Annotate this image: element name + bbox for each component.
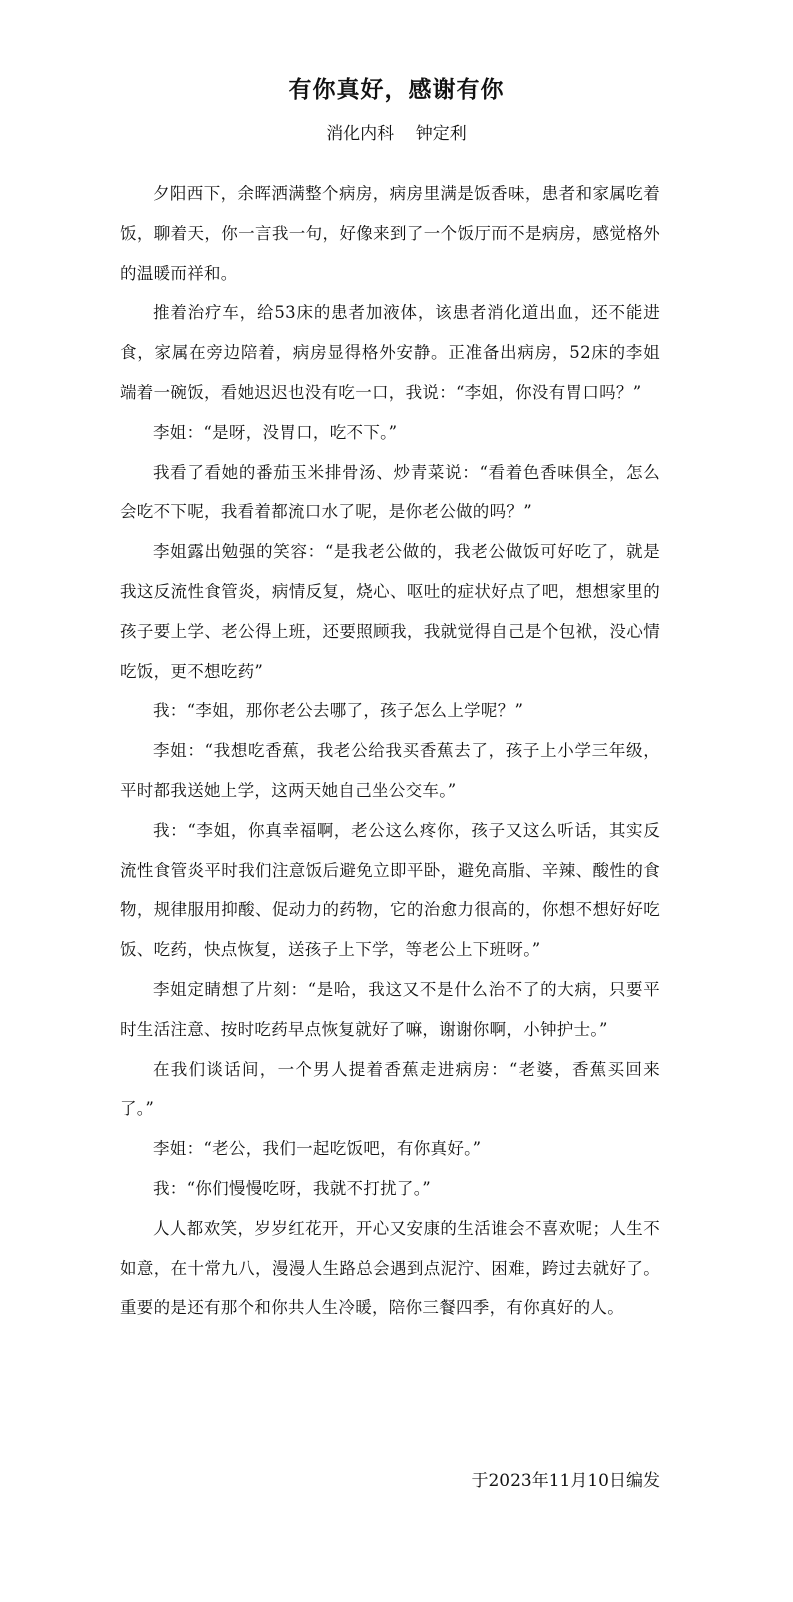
author-line: 消化内科 钟定利 — [326, 124, 467, 144]
paragraph: 推着治疗车，给53床的患者加液体，该患者消化道出血，还不能进食，家属在旁边陪着，病房显得格外安静。正准备出病房，52床的李姐端着一碗饭，看她迟迟也没有吃一口，我说：“李姐，你没有胃口吗？” — [120, 303, 660, 402]
paragraph: 在我们谈话间，一个男人提着香蕉走进病房：“老婆，香蕉买回来了。” — [120, 1059, 660, 1119]
paragraph: 夕阳西下，余晖洒满整个病房，病房里满是饭香味，患者和家属吃着饭，聊着天，你一言我一句，好像来到了一个饭厅而不是病房，感觉格外的温暖而祥和。 — [120, 184, 660, 283]
paragraph: 李姐：“老公，我们一起吃饭吧，有你真好。” — [153, 1139, 482, 1159]
paragraph: 我看了看她的番茄玉米排骨汤、炒青菜说：“看着色香味俱全，怎么会吃不下呢，我看着都流口水了呢，是你老公做的吗？” — [120, 462, 660, 522]
paragraph: 人人都欢笑，岁岁红花开，开心又安康的生活谁会不喜欢呢；人生不如意，在十常九八，漫漫人生路总会遇到点泥泞、困难，跨过去就好了。重要的是还有那个和你共人生冷暖，陪你三餐四季，有你真好的人。 — [120, 1218, 660, 1318]
paragraph: 我：“李姐，那你老公去哪了，孩子怎么上学呢？” — [153, 701, 524, 721]
paragraph: 李姐露出勉强的笑容：“是我老公做的，我老公做饭可好吃了，就是我这反流性食管炎，病情反复，烧心、呕吐的症状好点了吧，想想家里的孩子要上学、老公得上班，还要照顾我，我就觉得自己是个包袱，没心情吃饭，更不想吃药” — [120, 542, 660, 681]
paragraph: 李姐定睛想了片刻：“是哈，我这又不是什么治不了的大病，只要平时生活注意、按时吃药早点恢复就好了嘛，谢谢你啊，小钟护士。” — [120, 979, 660, 1039]
article-title: 有你真好，感谢有你 — [288, 76, 505, 103]
paragraph: 我：“你们慢慢吃呀，我就不打扰了。” — [153, 1178, 432, 1198]
paragraph: 李姐：“是呀，没胃口，吃不下。” — [153, 422, 398, 442]
paragraph: 我：“李姐，你真幸福啊，老公这么疼你，孩子又这么听话，其实反流性食管炎平时我们注意饭后避免立即平卧，避免高脂、辛辣、酸性的食物，规律服用抑酸、促动力的药物，它的治愈力很高的，你想不想好好吃饭、吃药，快点恢复，送孩子上下学，等老公上下班呀。” — [120, 820, 660, 960]
article-body — [120, 174, 660, 1328]
paragraph: 李姐：“我想吃香蕉，我老公给我买香蕉去了，孩子上小学三年级，平时都我送她上学，这两天她自己坐公交车。” — [120, 741, 660, 800]
publish-date: 于2023年11月10日编发 — [471, 1471, 660, 1491]
